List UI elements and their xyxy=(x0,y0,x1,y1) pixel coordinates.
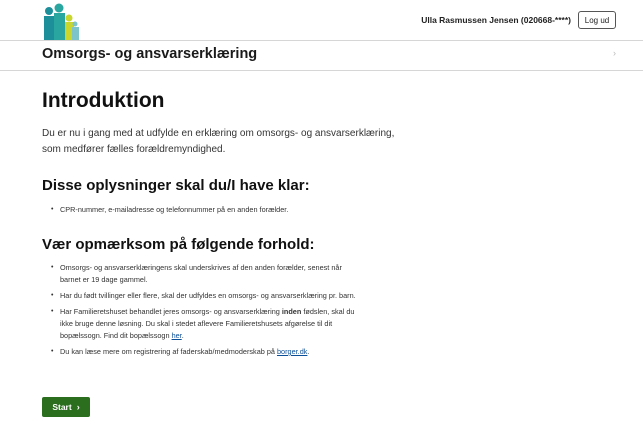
section1-list xyxy=(42,204,360,216)
user-name-label: Ulla Rasmussen Jensen (020668-****) xyxy=(421,15,571,25)
borger-dk-link[interactable]: borger.dk xyxy=(276,347,308,356)
list-item: • CPR-nummer, e-mailadresse og telefonnummer på en anden forælder. xyxy=(42,204,360,216)
section1-heading: Disse oplysninger skal du/I have klar: xyxy=(42,177,310,194)
list-item: • Har du født tvillinger eller flere, skal der udfyldes en omsorgs- og ansvarserklæring pr. barn. xyxy=(42,290,360,302)
list-item-text: fødslen, skal du ikke bruge denne løsning. Du skal i stedet aflevere Familieretshusets afgørelse til dit bopælssogn. Find dit bopælssogn xyxy=(60,307,355,340)
page-title: Omsorgs- og ansvarserklæring xyxy=(42,46,258,62)
list-item: • Omsorgs- og ansvarserklæringens skal underskrives af den anden forælder, senest når barnet er 19 dage gammel. xyxy=(42,262,360,286)
list-item-text: Har Familieretshuset behandlet jeres omsorgs- og ansvarserklæring xyxy=(60,307,282,316)
list-item-text: . xyxy=(307,347,310,356)
section2-heading: Vær opmærksom på følgende forhold: xyxy=(42,236,315,253)
main-content xyxy=(42,88,442,158)
logout-button[interactable]: Log ud xyxy=(578,11,616,29)
section2-list xyxy=(42,262,360,362)
start-button[interactable] xyxy=(42,397,90,417)
list-item xyxy=(42,346,360,358)
bopaelssogn-link[interactable]: her xyxy=(171,331,182,340)
sub-header xyxy=(0,41,643,71)
family-logo-icon[interactable] xyxy=(42,2,80,40)
list-item-text: Du kan læse mere om registrering af faderskab/medmoderskab på xyxy=(60,347,277,356)
list-item-bold: inden xyxy=(281,307,302,316)
top-header xyxy=(0,0,643,41)
chevron-right-icon: › xyxy=(76,401,80,412)
list-item-text: . xyxy=(181,331,184,340)
chevron-right-icon: › xyxy=(613,48,616,58)
intro-heading: Introduktion xyxy=(42,89,165,112)
intro-text: Du er nu i gang med at udfylde en erklæring om omsorgs- og ansvarserklæring, som medfører fælles forældremyndighed. xyxy=(42,128,395,155)
list-item xyxy=(42,306,360,342)
start-button-label: Start xyxy=(52,402,72,412)
